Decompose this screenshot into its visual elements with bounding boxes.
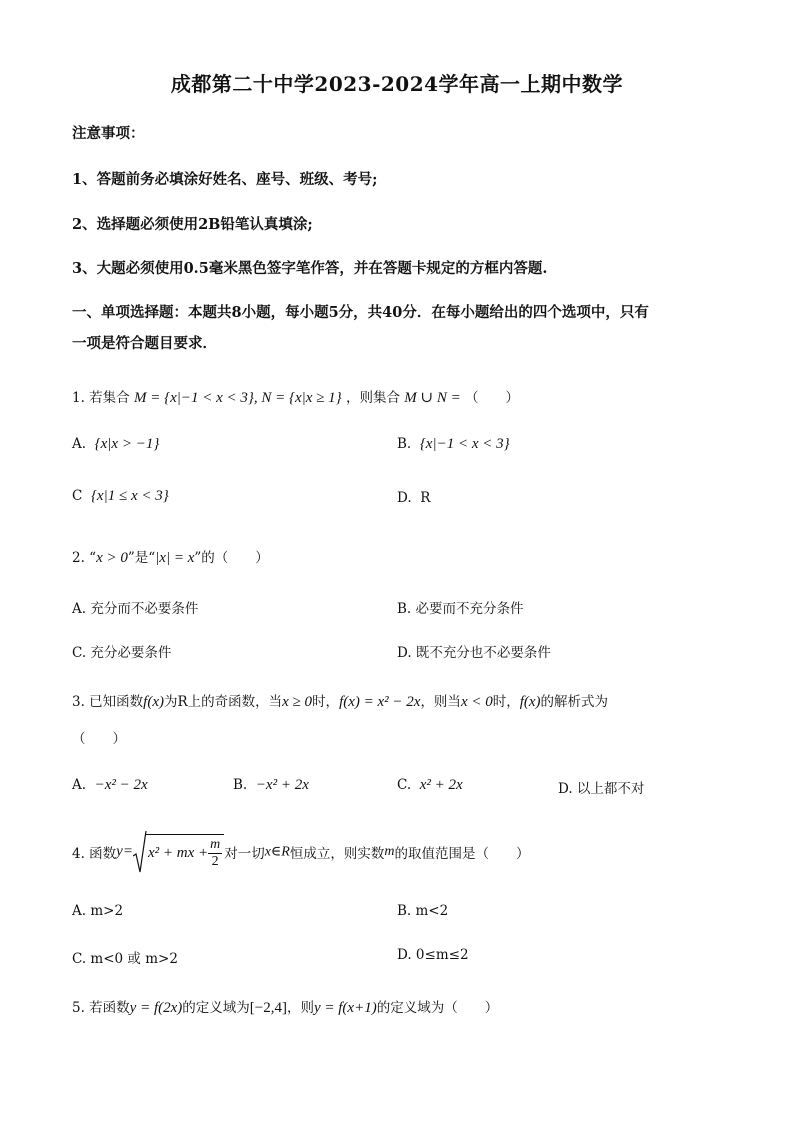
q2-stem-c: ”的（ ） xyxy=(194,550,269,566)
q3-def: f(x) = x² − 2x xyxy=(339,694,421,710)
q4-option-a: A. m>2 xyxy=(72,903,124,919)
q4-xr: x∈R xyxy=(264,844,290,860)
question-2 xyxy=(72,546,269,567)
q1-option-c xyxy=(72,488,169,505)
q2-cond1: x > 0 xyxy=(96,550,128,566)
q3-option-c xyxy=(397,777,463,794)
q1-middle: ，则集合 xyxy=(345,390,400,406)
q4-option-b: B. m<2 xyxy=(397,903,449,919)
q3-paren: （ ） xyxy=(72,731,126,747)
q2-cond2: |x| = x xyxy=(155,550,195,566)
q3-option-c-label: C. xyxy=(397,777,412,793)
q1-option-a xyxy=(72,436,159,453)
q4-fraction-denominator: 2 xyxy=(211,854,219,869)
note-item-3: 3、大题必须使用0.5毫米黑色签字笔作答，并在答题卡规定的方框内答题. xyxy=(72,260,548,277)
q5-f2: y = f(x+1) xyxy=(313,1000,377,1016)
q3-option-b-text: −x² + 2x xyxy=(255,777,309,793)
question-1 xyxy=(72,386,519,407)
q3-fx: f(x) xyxy=(143,694,164,710)
q3-option-a xyxy=(72,777,148,794)
q1-option-d xyxy=(397,490,430,506)
q5-s4: 的定义域为（ ） xyxy=(376,1000,499,1016)
q2-stem-b: ”是“ xyxy=(127,550,156,566)
q1-option-a-text: {x|x > −1} xyxy=(94,436,160,452)
radical-sign-icon xyxy=(133,830,147,874)
q3-option-b-label: B. xyxy=(233,777,248,793)
q1-union: M ∪ N = xyxy=(404,390,461,406)
section-heading-line2: 一项是符合题目要求． xyxy=(72,335,217,352)
q1-option-b-text: {x|−1 < x < 3} xyxy=(419,436,510,452)
q3-cond2: x < 0 xyxy=(460,694,493,710)
q4-option-c: C. m<0 或 m>2 xyxy=(72,951,178,967)
q1-option-b xyxy=(397,436,510,453)
q4-radicand: x² + mx + xyxy=(147,845,209,861)
q5-f1: y = f(2x) xyxy=(129,1000,183,1016)
q3-option-a-label: A. xyxy=(72,777,87,793)
q4-s4: 的取值范围是（ ） xyxy=(394,846,530,862)
q2-option-b: B. 必要而不充分条件 xyxy=(397,601,524,617)
q3-option-b xyxy=(233,777,309,794)
q1-sets: M = {x|−1 < x < 3}, N = {x|x ≥ 1} xyxy=(133,390,342,406)
q5-s3: ，则 xyxy=(286,1000,314,1016)
notes-heading: 注意事项： xyxy=(72,125,145,142)
q3-s1: 3. 已知函数 xyxy=(72,694,144,710)
q4-s1: 4. 函数 xyxy=(72,846,117,862)
q1-prefix: 1. 若集合 xyxy=(72,390,130,406)
q3-cond1: x ≥ 0 xyxy=(282,694,313,710)
q1-option-c-label: C xyxy=(72,488,83,504)
q1-option-d-label: D. xyxy=(397,490,412,506)
q5-s2: 的定义域为 xyxy=(182,1000,250,1016)
q1-option-d-text: R xyxy=(420,490,431,506)
q1-option-b-label: B. xyxy=(397,436,412,452)
q2-option-a: A. 充分而不必要条件 xyxy=(72,601,199,617)
q4-s2: 对一切 xyxy=(224,846,265,862)
q3-s2: 为R上的奇函数，当 xyxy=(164,694,283,710)
note-item-1: 1、答题前务必填涂好姓名、座号、班级、考号; xyxy=(72,171,378,188)
q5-s1: 5. 若函数 xyxy=(72,1000,130,1016)
q1-suffix: （ ） xyxy=(465,390,520,406)
q1-option-c-text: {x|1 ≤ x < 3} xyxy=(90,488,169,504)
question-4 xyxy=(72,830,529,874)
q2-option-d: D. 既不充分也不必要条件 xyxy=(397,645,551,661)
q4-sqrt-expression xyxy=(133,830,224,874)
q3-option-a-text: −x² − 2x xyxy=(94,777,148,793)
q4-mvar: m xyxy=(384,844,395,859)
note-item-2: 2、选择题必须使用2B铅笔认真填涂; xyxy=(72,216,313,233)
q1-option-a-label: A. xyxy=(72,436,87,452)
q4-fraction xyxy=(208,837,222,870)
section-heading-line1: 一、单项选择题：本题共8小题，每小题5分，共40分．在每小题给出的四个选项中，只有 xyxy=(72,304,649,321)
q2-option-c: C. 充分必要条件 xyxy=(72,645,172,661)
question-5 xyxy=(72,996,498,1017)
q3-s4: ，则当 xyxy=(420,694,461,710)
page-title: 成都第二十中学2023-2024学年高一上期中数学 xyxy=(170,72,624,96)
q3-s3: 时， xyxy=(312,694,340,710)
q4-option-d: D. 0≤m≤2 xyxy=(397,947,469,963)
q3-option-c-text: x² + 2x xyxy=(419,777,463,793)
q4-y: y= xyxy=(116,843,133,860)
q5-domain: [−2,4] xyxy=(249,1000,287,1016)
q4-s3: 恒成立，则实数 xyxy=(289,846,385,862)
q3-s5: 时， xyxy=(492,694,520,710)
q2-stem-a: 2. “ xyxy=(72,550,97,566)
q3-s6: 的解析式为 xyxy=(540,694,609,710)
question-3 xyxy=(72,690,608,711)
q4-fraction-numerator: m xyxy=(210,837,221,852)
q3-option-d: D. 以上都不对 xyxy=(558,781,645,797)
q3-fx2: f(x) xyxy=(519,694,541,710)
